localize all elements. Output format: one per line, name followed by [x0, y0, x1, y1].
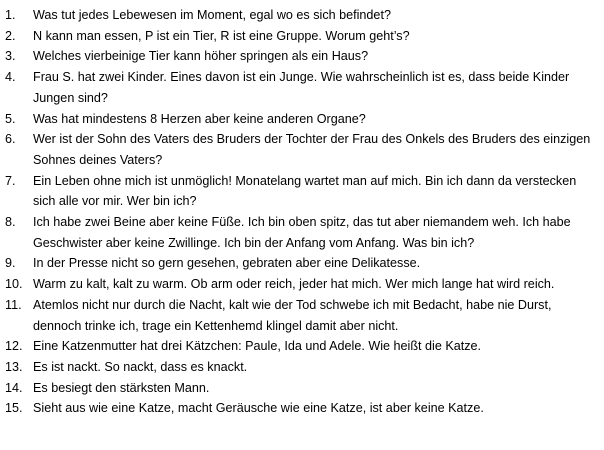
list-item	[0, 274, 600, 295]
list-item	[0, 357, 600, 378]
list-item-text: Frau S. hat zwei Kinder. Eines davon ist ein Junge. Wie wahrscheinlich ist es, dass beide Kinder Jungen sind?	[33, 70, 570, 105]
list-item-number: 6.	[5, 132, 16, 147]
list-item-text: N kann man essen, P ist ein Tier, R ist eine Gruppe. Worum geht’s?	[33, 28, 410, 43]
list-item-number: 13.	[5, 359, 23, 374]
list-item	[0, 5, 600, 26]
list-item-text: Ich habe zwei Beine aber keine Füße. Ich bin oben spitz, das tut aber niemandem weh. Ich habe Geschwister aber keine Zwillinge. Ich bin der Anfang vom Anfang. Was bin ich?	[33, 215, 571, 250]
list-item-number: 7.	[5, 173, 16, 188]
list-item-number: 14.	[5, 380, 23, 395]
list-item-text: Eine Katzenmutter hat drei Kätzchen: Paule, Ida und Adele. Wie heißt die Katze.	[33, 339, 482, 354]
list-item-text: Was tut jedes Lebewesen im Moment, egal wo es sich befindet?	[33, 8, 391, 22]
list-item-number: 15.	[5, 401, 23, 416]
list-item	[0, 336, 600, 357]
list-item-text: Es ist nackt. So nackt, dass es knackt.	[33, 359, 248, 374]
list-item-text: Warm zu kalt, kalt zu warm. Ob arm oder reich, jeder hat mich. Wer mich lange hat wird reich.	[33, 277, 555, 292]
list-item	[0, 67, 600, 108]
list-item	[0, 212, 600, 253]
list-item-text: Was hat mindestens 8 Herzen aber keine anderen Organe?	[33, 111, 366, 126]
list-item-number: 5.	[5, 111, 16, 126]
list-item-text: In der Presse nicht so gern gesehen, gebraten aber eine Delikatesse.	[33, 256, 421, 271]
list-item	[0, 109, 600, 130]
list-item-number: 8.	[5, 215, 16, 230]
list-item	[0, 129, 600, 170]
list-item	[0, 46, 600, 67]
riddle-list	[0, 5, 600, 419]
list-item-number: 9.	[5, 256, 16, 271]
list-item-number: 1.	[5, 8, 16, 22]
list-item	[0, 398, 600, 419]
list-item-text: Es besiegt den stärksten Mann.	[33, 380, 210, 395]
list-item	[0, 378, 600, 399]
list-item-text: Ein Leben ohne mich ist unmöglich! Monatelang wartet man auf mich. Bin ich dann da verstecken sich alle vor mir. Wer bin ich?	[33, 173, 577, 209]
list-item	[0, 26, 600, 47]
list-item-number: 12.	[5, 339, 23, 354]
list-item-number: 3.	[5, 49, 16, 64]
list-item	[0, 253, 600, 274]
list-item-number: 2.	[5, 28, 16, 43]
list-item-text: Wer ist der Sohn des Vaters des Bruders der Tochter der Frau des Onkels des Bruders des einzigen Sohnes deines Vaters?	[33, 132, 591, 167]
list-item	[0, 295, 600, 336]
list-item-number: 11.	[5, 297, 22, 312]
list-item-number: 10.	[5, 277, 23, 292]
list-item-text: Atemlos nicht nur durch die Nacht, kalt wie der Tod schwebe ich mit Bedacht, habe nie Durst, dennoch trinke ich, trage ein Kettenhemd klingel damit aber nicht.	[33, 297, 552, 333]
list-item-text: Sieht aus wie eine Katze, macht Geräusche wie eine Katze, ist aber keine Katze.	[33, 401, 484, 416]
list-item	[0, 171, 600, 212]
list-item-number: 4.	[5, 70, 16, 85]
list-item-text: Welches vierbeinige Tier kann höher springen als ein Haus?	[33, 49, 369, 64]
